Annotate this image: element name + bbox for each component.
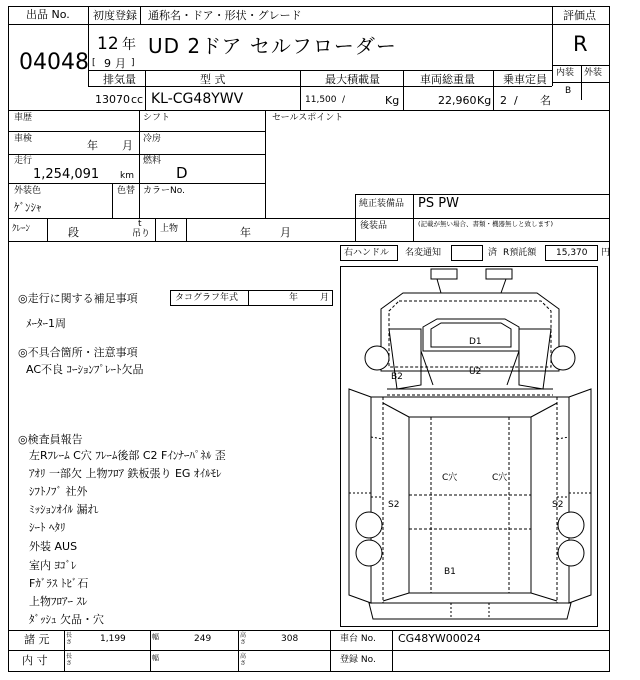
inspector-line: Fｶﾞﾗｽ ﾄﾋﾞ石 bbox=[29, 577, 89, 590]
lot-no-label: 出品 No. bbox=[26, 8, 70, 21]
max-load-unit: Kg bbox=[385, 94, 400, 107]
chassis-no: CG48YW00024 bbox=[398, 632, 481, 645]
height-label: 高さ bbox=[240, 632, 247, 646]
name-change-box bbox=[451, 245, 483, 261]
recycle-label: R預託額 bbox=[503, 248, 537, 258]
supplementary-text: ﾒｰﾀｰ1周 bbox=[26, 317, 66, 330]
tachograph-label: タコグラフ年式 bbox=[175, 293, 239, 303]
divider bbox=[355, 194, 610, 195]
divider bbox=[64, 630, 65, 672]
inspector-line: ｼﾌﾄﾉﾌﾞ 社外 bbox=[29, 485, 88, 498]
first-registration-year: 12 bbox=[97, 34, 119, 54]
interior-width-label: 幅 bbox=[152, 654, 159, 662]
divider bbox=[155, 218, 156, 241]
wheel-rear-left-2 bbox=[356, 540, 382, 566]
divider bbox=[330, 630, 331, 672]
upper-structure-label: 上物 bbox=[160, 224, 179, 234]
divider bbox=[8, 131, 265, 132]
damage-mark-b2: B2 bbox=[391, 372, 403, 382]
capacity-unit: 名 bbox=[540, 94, 551, 107]
recycle-unit: 円 bbox=[601, 248, 611, 258]
chassis-label: 車台 No. bbox=[340, 634, 376, 644]
inspector-line: ｼｰﾄ ﾍﾀﾘ bbox=[29, 521, 66, 534]
mirror-right bbox=[486, 269, 512, 279]
divider bbox=[413, 194, 414, 241]
height-value: 308 bbox=[281, 634, 299, 644]
displacement-value: 13070 bbox=[95, 93, 130, 106]
shift-label: シフト bbox=[143, 113, 171, 123]
max-load-slash: / bbox=[342, 95, 346, 105]
divider bbox=[300, 70, 301, 110]
aftermarket-label: 後装品 bbox=[360, 221, 388, 231]
inspector-line: 外装 AUS bbox=[29, 540, 78, 553]
length-label: 長さ bbox=[66, 632, 73, 646]
interior-grade-label: 内装 bbox=[556, 68, 575, 78]
capacity-value: 2 bbox=[500, 94, 507, 107]
name-change-label: 名変通知 bbox=[405, 248, 442, 258]
overall-grade: R bbox=[573, 32, 588, 56]
inspector-title: ◎検査員報告 bbox=[18, 433, 83, 446]
car-name-label: 通称名・ドア・形状・グレード bbox=[148, 9, 302, 22]
upper-month-unit: 月 bbox=[280, 226, 291, 239]
width-label: 幅 bbox=[152, 633, 159, 641]
damage-mark-c-left: C穴 bbox=[442, 473, 458, 483]
year-unit: 年 bbox=[122, 37, 136, 53]
aircon-label: 冷房 bbox=[143, 134, 162, 144]
history-label: 車歴 bbox=[14, 113, 33, 123]
truck-outline bbox=[341, 267, 599, 628]
inspector-line: 室内 ﾖｺﾞﾚ bbox=[29, 559, 77, 572]
upper-year-unit: 年 bbox=[240, 226, 251, 239]
inspector-line: ﾀﾞｯｼｭ 欠品・穴 bbox=[29, 613, 104, 626]
gross-weight-value: 22,960 bbox=[438, 94, 477, 107]
divider bbox=[186, 218, 187, 241]
mileage-unit: km bbox=[120, 171, 134, 181]
equipment-label: 純正装備品 bbox=[359, 199, 405, 209]
bed-outline bbox=[371, 397, 569, 603]
damage-diagram bbox=[340, 266, 598, 627]
rear-bumper bbox=[369, 603, 571, 619]
specs-label: 諸 元 bbox=[24, 633, 50, 646]
divider bbox=[552, 24, 610, 25]
interior-grade: B bbox=[565, 86, 572, 96]
inspection-year-unit: 年 bbox=[87, 139, 98, 152]
divider bbox=[265, 110, 266, 218]
divider bbox=[140, 6, 141, 24]
interior-dims-label: 内 寸 bbox=[22, 654, 48, 667]
divider bbox=[145, 70, 146, 110]
color-change-label: 色替 bbox=[117, 186, 136, 196]
interior-height-label: 高さ bbox=[240, 653, 247, 667]
recycle-amount: 15,370 bbox=[556, 248, 588, 258]
divider bbox=[8, 218, 610, 219]
divider bbox=[403, 70, 404, 110]
displacement-unit: cc bbox=[131, 93, 144, 106]
crane-stage-unit: 段 bbox=[68, 226, 79, 239]
divider bbox=[88, 24, 552, 25]
recycle-prefix: 済 bbox=[488, 248, 498, 258]
divider bbox=[88, 86, 552, 87]
month-bracket-close: ] bbox=[131, 58, 135, 68]
length-value: 1,199 bbox=[100, 634, 126, 644]
month-unit: 月 bbox=[115, 57, 126, 70]
tachograph-month-unit: 月 bbox=[320, 293, 330, 303]
divider bbox=[150, 630, 151, 672]
handle-position: 右ハンドル bbox=[344, 248, 390, 258]
wheel-rear-right-2 bbox=[558, 540, 584, 566]
damage-mark-s2-left: S2 bbox=[388, 500, 400, 510]
divider bbox=[8, 241, 610, 242]
divider bbox=[139, 110, 140, 218]
width-value: 249 bbox=[194, 634, 212, 644]
divider bbox=[8, 630, 610, 631]
gross-weight-label: 車両総重量 bbox=[420, 73, 475, 86]
damage-mark-c-right: C穴 bbox=[492, 473, 508, 483]
divider bbox=[552, 6, 553, 86]
registration-label: 登録 No. bbox=[340, 655, 376, 665]
bed-floor bbox=[409, 417, 531, 593]
car-name: UD 2ドア セルフローダー bbox=[148, 34, 397, 58]
crane-label: ｸﾚｰﾝ bbox=[12, 224, 31, 234]
capacity-label: 乗車定員 bbox=[503, 73, 547, 86]
model-label: 型 式 bbox=[200, 73, 226, 86]
exterior-grade-label: 外装 bbox=[584, 68, 603, 78]
max-load-label: 最大積載量 bbox=[325, 73, 380, 86]
capacity-slash: / bbox=[514, 94, 518, 107]
inspection-month-unit: 月 bbox=[122, 139, 133, 152]
tachograph-year-unit: 年 bbox=[289, 293, 299, 303]
inspection-label: 車検 bbox=[14, 134, 33, 144]
divider bbox=[8, 650, 610, 651]
first-registration-label: 初度登録 bbox=[93, 9, 137, 22]
model-code: KL-CG48YWV bbox=[151, 91, 244, 107]
divider bbox=[8, 154, 265, 155]
fuel-label: 燃料 bbox=[143, 156, 162, 166]
inspector-line: ﾐｯｼｮﾝｵｲﾙ 漏れ bbox=[29, 503, 99, 516]
divider bbox=[355, 194, 356, 241]
mirror-left bbox=[431, 269, 457, 279]
divider bbox=[8, 24, 88, 25]
displacement-label: 排気量 bbox=[103, 73, 136, 86]
divider bbox=[88, 70, 552, 71]
inspector-line: 上物ﾌﾛｱｰ ｽﾚ bbox=[29, 595, 88, 608]
wheel-rear-right-1 bbox=[558, 512, 584, 538]
mileage-label: 走行 bbox=[14, 156, 33, 166]
exterior-color-value: ｹﾞﾝｼｬ bbox=[14, 201, 42, 214]
divider bbox=[112, 183, 113, 218]
lot-no: 04048 bbox=[19, 50, 89, 75]
color-no-label: カラーNo. bbox=[143, 186, 185, 196]
defects-text: AC不良 ｺｰｼｮﾝﾌﾟﾚｰﾄ欠品 bbox=[26, 363, 144, 376]
month-bracket-open: [ bbox=[92, 58, 96, 68]
damage-mark-u2: U2 bbox=[469, 367, 482, 377]
wheel-rear-left-1 bbox=[356, 512, 382, 538]
defects-title: ◎不具合箇所・注意事項 bbox=[18, 346, 138, 359]
cab-outline bbox=[381, 293, 559, 371]
divider bbox=[238, 630, 239, 672]
mileage-value: 1,254,091 bbox=[33, 167, 100, 182]
divider bbox=[552, 82, 610, 83]
equipment-value: PS PW bbox=[418, 196, 459, 211]
supplementary-title: ◎走行に関する補足事項 bbox=[18, 292, 138, 305]
first-registration-month: 9 bbox=[104, 57, 111, 70]
divider bbox=[8, 110, 610, 111]
damage-mark-s2-right: S2 bbox=[552, 500, 564, 510]
inspector-line: ｱｵﾘ 一部欠 上物ﾌﾛｱ 鉄板張り EG ｵｲﾙﾓﾚ bbox=[29, 467, 222, 480]
inspector-line: 左Rﾌﾚｰﾑ C穴 ﾌﾚｰﾑ後部 C2 Fｲﾝﾅｰﾊﾟﾈﾙ 歪 bbox=[29, 449, 226, 462]
wheel-front-right bbox=[551, 346, 575, 370]
damage-mark-d1: D1 bbox=[469, 337, 482, 347]
divider bbox=[392, 630, 393, 672]
grade-label: 評価点 bbox=[563, 9, 596, 22]
divider bbox=[493, 70, 494, 110]
wheel-front-left bbox=[365, 346, 389, 370]
fuel-value: D bbox=[176, 164, 188, 182]
interior-length-label: 長さ bbox=[66, 653, 73, 667]
max-load-value: 11,500 bbox=[305, 95, 337, 105]
divider bbox=[47, 218, 48, 241]
sales-point-label: セールスポイント bbox=[272, 113, 344, 123]
crane-ton-unit: t bbox=[138, 219, 142, 229]
damage-mark-b1: B1 bbox=[444, 567, 456, 577]
exterior-color-label: 外装色 bbox=[14, 186, 42, 196]
crane-hook-unit: 吊り bbox=[132, 229, 151, 239]
aftermarket-note: (記載が無い場合、書類・機器無しと致します) bbox=[418, 220, 554, 228]
divider bbox=[8, 183, 265, 184]
gross-weight-unit: Kg bbox=[477, 94, 492, 107]
divider bbox=[248, 290, 249, 306]
